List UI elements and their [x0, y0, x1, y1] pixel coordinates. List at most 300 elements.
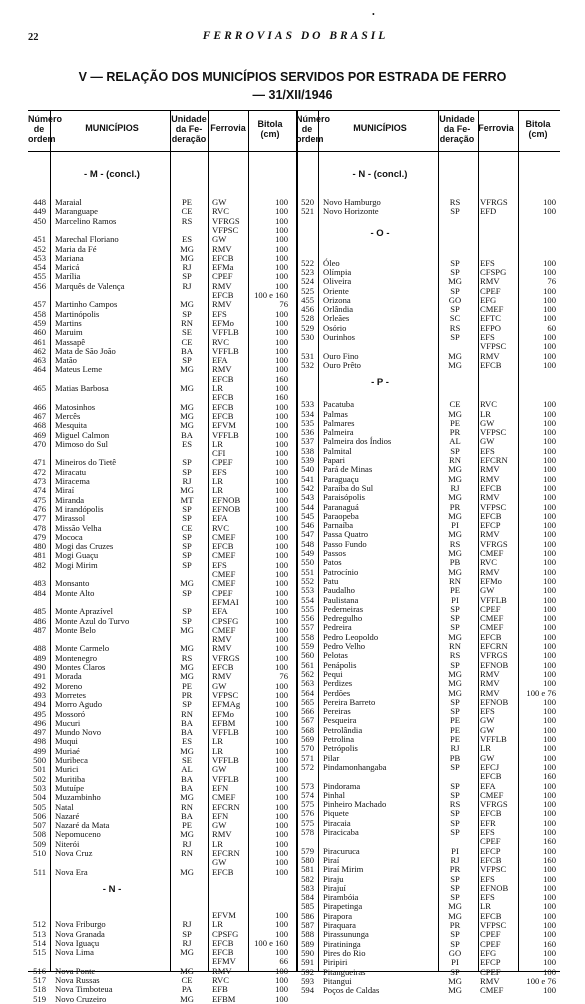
order-number: 473: [33, 476, 46, 486]
state-code: RN: [181, 708, 193, 719]
state-code: PB: [449, 752, 461, 763]
state-code: MG: [448, 548, 462, 558]
state-code: PE: [449, 715, 461, 726]
order-number: 552: [301, 575, 314, 586]
railway-code: CPSFG: [212, 615, 239, 626]
gauge: 100: [275, 494, 288, 505]
order-number: 492: [33, 680, 46, 691]
municipality-name: Pirambóia: [323, 892, 359, 903]
state-code: MG: [448, 464, 462, 475]
state-code: SP: [182, 271, 192, 282]
order-number: 563: [301, 678, 314, 689]
railway-code: LR: [212, 919, 223, 930]
municipality-name: Nova Lima: [55, 947, 94, 958]
order-number: 569: [301, 734, 314, 744]
gauge: 100: [543, 492, 556, 503]
state-code: PI: [451, 957, 459, 968]
railway-code: GW: [212, 234, 227, 245]
municipality-name: M irandópolis: [55, 503, 104, 514]
municipality-name: Monte Aprazível: [55, 606, 113, 617]
municipality-name: Parnaíba: [323, 520, 354, 531]
gauge: 100: [275, 410, 288, 421]
municipality-name: Pires do Rio: [323, 947, 366, 958]
railway-code: EFCRN: [480, 641, 508, 651]
municipality-name: Massapê: [55, 336, 86, 347]
railway-code: EFMa: [212, 262, 234, 273]
municipality-name: Mutuípe: [55, 782, 85, 793]
order-number: 536: [301, 427, 314, 438]
state-code: SP: [450, 206, 460, 217]
railway-code: VFPSC: [212, 689, 239, 700]
state-code: PI: [451, 845, 459, 856]
order-number: 483: [33, 578, 46, 589]
order-number: 474: [33, 485, 46, 496]
municipality-name: Paudalho: [323, 585, 355, 596]
municipality-name: Pesqueira: [323, 715, 357, 726]
railway-code: EFTC: [480, 313, 502, 324]
state-code: RS: [449, 197, 461, 207]
state-code: SP: [182, 699, 192, 710]
gauge: 100: [275, 606, 288, 617]
order-number: 566: [301, 706, 314, 717]
state-code: SP: [182, 531, 192, 542]
state-code: SP: [450, 873, 460, 884]
gauge: 100: [275, 383, 288, 393]
railway-code: EFCB: [212, 947, 234, 958]
railway-code: RMV: [480, 350, 500, 361]
gauge: 100: [543, 892, 556, 903]
gauge: 100: [543, 294, 556, 305]
order-number: 462: [33, 345, 46, 356]
state-code: SP: [450, 696, 460, 707]
state-code: MG: [448, 975, 462, 986]
gauge: 100: [543, 285, 556, 296]
railway-code: EFS: [212, 466, 227, 477]
order-number: 466: [33, 401, 46, 412]
railway-code: EFCJ: [480, 761, 500, 772]
municipality-name: Paraopeba: [323, 510, 359, 521]
gauge: 100: [543, 313, 556, 324]
gauge: 100: [543, 910, 556, 921]
order-number: 463: [33, 355, 46, 366]
railway-code: EFCB: [212, 252, 234, 263]
column-header-bitola: Bitola (cm): [525, 119, 551, 139]
gauge: 100: [275, 197, 288, 207]
gauge: 100: [543, 920, 556, 930]
municipality-name: Piratininga: [323, 938, 361, 949]
gauge: 100: [275, 984, 288, 995]
state-code: BA: [181, 717, 193, 728]
gauge: 100: [275, 866, 288, 877]
state-code: SP: [450, 817, 460, 828]
railway-code: EFN: [212, 810, 229, 821]
municipality-name: Pirajuí: [323, 882, 346, 893]
state-code: RN: [181, 801, 193, 812]
state-code: MG: [180, 401, 194, 412]
railway-code: VFFLB: [212, 345, 239, 356]
railway-code: RMV: [480, 276, 500, 287]
municipality-name: Morada: [55, 671, 82, 682]
railway-code: GW: [212, 857, 227, 868]
order-number: 580: [301, 854, 314, 865]
order-number: 488: [33, 643, 46, 654]
gauge: 100: [275, 652, 288, 663]
railway-code: RVC: [480, 399, 497, 410]
railway-code: GW: [212, 197, 227, 207]
railway-code: EFBM: [212, 993, 236, 1004]
state-code: PR: [449, 864, 461, 875]
gauge: 100: [275, 947, 288, 958]
state-code: RN: [449, 641, 461, 651]
gauge: 100: [543, 408, 556, 419]
railway-code: EFG: [480, 947, 497, 958]
railway-code: CMEF: [480, 622, 504, 633]
state-code: SP: [450, 938, 460, 949]
gauge: 100: [275, 615, 288, 626]
railway-code: EFVM: [212, 909, 236, 920]
state-code: RJ: [182, 919, 192, 930]
state-code: SP: [182, 615, 192, 626]
order-number: 537: [301, 436, 314, 447]
state-code: BA: [181, 727, 193, 738]
municipality-name: Penápolis: [323, 659, 357, 670]
municipality-name: Pirapetinga: [323, 901, 363, 912]
railway-code: EFNOB: [480, 659, 509, 670]
municipality-name: Pedro Velho: [323, 641, 366, 651]
railway-code: EFS: [480, 706, 495, 717]
municipality-name: Matosinhos: [55, 401, 96, 412]
header-rule: [28, 151, 560, 152]
order-number: 484: [33, 587, 46, 598]
order-number: 497: [33, 727, 46, 738]
state-code: SE: [181, 755, 193, 765]
state-code: RJ: [182, 838, 192, 849]
gauge: 100: [275, 355, 288, 366]
gauge: 100 e 160: [254, 937, 288, 948]
municipality-name: Petrolândia: [323, 724, 363, 735]
table-row: [28, 994, 296, 1004]
gauge: 100: [543, 585, 556, 596]
state-code: SP: [450, 266, 460, 277]
order-number: 551: [301, 566, 314, 577]
state-code: PB: [449, 557, 461, 568]
state-code: PE: [449, 724, 461, 735]
order-number: 510: [33, 848, 46, 858]
municipality-name: Nova Granada: [55, 928, 105, 939]
municipality-name: Miracema: [55, 476, 90, 486]
state-code: CE: [181, 336, 193, 347]
state-code: MG: [180, 792, 194, 803]
state-code: PI: [451, 594, 459, 605]
order-number: 460: [33, 327, 46, 338]
municipality-name: Piracaia: [323, 817, 351, 828]
municipality-name: Perdões: [323, 687, 351, 698]
railway-code: VFRGS: [480, 650, 508, 661]
state-code: MG: [448, 359, 462, 370]
order-number: 558: [301, 631, 314, 642]
state-code: BA: [181, 782, 193, 793]
order-number: 533: [301, 399, 314, 410]
railway-code: EFB: [212, 984, 228, 995]
state-code: SP: [182, 559, 192, 570]
gauge: 100: [275, 345, 288, 356]
railway-code: RMV: [480, 975, 500, 986]
state-code: PR: [449, 920, 461, 930]
municipality-name: Muzambinho: [55, 792, 101, 803]
section-p: - P -: [371, 377, 389, 389]
state-code: PI: [451, 520, 459, 531]
railway-code: CPEF: [480, 938, 501, 949]
column-header-number: Número de ordem: [28, 114, 63, 144]
municipality-name: Pereira Barreto: [323, 696, 376, 707]
gauge: 100: [275, 782, 288, 793]
gauge: 100: [275, 736, 288, 747]
order-number: 465: [33, 383, 46, 393]
order-number: 564: [301, 687, 314, 698]
railway-code: EFNOB: [480, 882, 509, 893]
state-code: RJ: [182, 476, 192, 486]
state-code: MG: [180, 578, 194, 589]
state-code: GO: [448, 947, 462, 958]
railway-code: RMV: [212, 634, 232, 645]
gauge: 100: [275, 364, 288, 375]
railway-code: VFFLB: [212, 429, 239, 440]
municipality-name: Muqui: [55, 736, 78, 747]
gauge: 100: [543, 789, 556, 800]
state-code: SP: [450, 445, 460, 456]
gauge: 100: [543, 464, 556, 475]
section-o: - O -: [370, 227, 390, 239]
railway-code: VFPSC: [480, 920, 507, 930]
gauge: 100: [275, 829, 288, 840]
order-number: 448: [33, 197, 46, 207]
gauge: 100: [543, 206, 556, 217]
railway-code: CMEF: [212, 578, 236, 589]
railway-code: CPEF: [480, 285, 501, 296]
railway-code: EFCB: [212, 392, 234, 403]
municipality-name: Nova Friburgo: [55, 919, 106, 930]
gauge: 100: [543, 427, 556, 438]
order-number: 529: [301, 322, 314, 333]
municipality-name: Pirapora: [323, 910, 353, 921]
railway-code: EFS: [480, 332, 495, 342]
municipality-name: Nova Era: [55, 866, 88, 877]
state-code: SP: [450, 613, 460, 624]
railway-code: CPEF: [480, 929, 501, 940]
page-number: 22: [28, 32, 39, 43]
state-code: CE: [181, 206, 193, 217]
order-number: 451: [33, 234, 46, 245]
state-code: CE: [181, 522, 193, 533]
railway-code: RMV: [212, 243, 232, 254]
order-number: 459: [33, 317, 46, 328]
order-number: 590: [301, 947, 314, 958]
gauge: 100: [275, 531, 288, 542]
railway-code: CPEF: [212, 457, 233, 468]
order-number: 521: [301, 206, 314, 217]
state-code: AL: [181, 764, 193, 775]
municipality-name: Ourinhos: [323, 332, 355, 342]
railway-code: LR: [212, 838, 223, 849]
running-title: FERROVIAS DO BRASIL: [202, 30, 389, 42]
state-code: MG: [448, 350, 462, 361]
state-code: RJ: [450, 854, 460, 865]
document-title: [0, 68, 585, 104]
railway-code: CFI: [212, 448, 226, 459]
municipality-name: Pedro Leopoldo: [323, 631, 379, 642]
railway-code: CMEF: [212, 624, 236, 635]
order-number: 504: [33, 792, 46, 803]
municipality-name: Mossoró: [55, 708, 86, 719]
municipality-name: Marechal Floriano: [55, 234, 119, 245]
order-number: 588: [301, 929, 314, 940]
section-m-continued: - M - (concl.): [84, 169, 140, 180]
order-number: 507: [33, 820, 46, 831]
railway-code: EFCB: [212, 373, 234, 384]
state-code: RN: [181, 317, 193, 328]
order-number: 557: [301, 622, 314, 633]
gauge: 100: [275, 810, 288, 821]
gauge: 100: [543, 827, 556, 837]
gauge: 100: [543, 557, 556, 568]
railway-code: EFD: [480, 206, 497, 217]
gauge: 100: [543, 724, 556, 735]
railway-code: EFCB: [212, 662, 234, 672]
railway-code: EFNOB: [480, 696, 509, 707]
table-row: [28, 867, 296, 877]
gauge: 100: [275, 708, 288, 719]
order-number: 571: [301, 752, 314, 763]
order-number: 452: [33, 243, 46, 254]
municipality-name: Marquês de Valença: [55, 280, 125, 291]
state-code: MG: [180, 866, 194, 877]
order-number: 570: [301, 743, 314, 754]
railway-code: EFMAg: [212, 699, 241, 710]
gauge: 160: [543, 771, 556, 782]
railway-code: GW: [480, 715, 495, 726]
gauge: 160: [543, 836, 556, 847]
order-number: 546: [301, 520, 314, 531]
gauge: 100: [543, 332, 556, 342]
municipality-name: Miracatu: [55, 466, 87, 477]
order-number: 587: [301, 920, 314, 930]
gauge: 100: [275, 801, 288, 812]
municipality-name: Natal: [55, 801, 74, 812]
state-code: RS: [449, 650, 461, 661]
railway-code: RMV: [480, 464, 500, 475]
railway-code: RMV: [480, 529, 500, 540]
order-number: 517: [33, 975, 46, 985]
state-code: RN: [449, 455, 461, 465]
gauge: 100: [275, 308, 288, 319]
railway-code: EFMo: [480, 575, 502, 586]
railway-code: CFSPG: [480, 266, 507, 277]
municipality-name: Ouro Prêto: [323, 359, 361, 370]
gauge: 100: [275, 541, 288, 552]
gauge: 160: [543, 854, 556, 865]
state-code: SP: [182, 541, 192, 552]
municipality-name: Mococa: [55, 531, 83, 542]
table-row: [296, 206, 564, 216]
railway-code: RVC: [212, 206, 229, 217]
gauge: 100: [275, 717, 288, 728]
order-number: 572: [301, 761, 314, 772]
municipality-name: Mirassol: [55, 513, 86, 524]
municipality-name: Monte Belo: [55, 624, 96, 635]
order-number: 573: [301, 780, 314, 791]
railway-code: EFMV: [212, 956, 236, 967]
state-code: MG: [448, 566, 462, 577]
state-code: RJ: [182, 937, 192, 948]
railway-code: EFS: [480, 827, 495, 837]
railway-code: EFN: [212, 782, 229, 793]
state-code: SP: [182, 550, 192, 561]
order-number: 565: [301, 696, 314, 707]
gauge: 100: [543, 668, 556, 679]
railway-code: EFCRN: [480, 455, 508, 465]
order-number: 464: [33, 364, 46, 375]
state-code: RN: [181, 848, 193, 858]
state-code: SP: [182, 928, 192, 939]
order-number: 461: [33, 336, 46, 347]
railway-code: EFS: [212, 308, 227, 319]
municipality-name: Piraí Mirim: [323, 864, 364, 875]
gauge: 100: [543, 808, 556, 819]
state-code: RS: [449, 322, 461, 333]
order-number: 499: [33, 745, 46, 756]
gauge: 100: [543, 538, 556, 549]
railway-code: LR: [212, 485, 223, 496]
state-code: PE: [449, 417, 461, 428]
order-number: 532: [301, 359, 314, 370]
state-code: SP: [450, 892, 460, 903]
state-code: BA: [181, 810, 193, 821]
order-number: 539: [301, 455, 314, 465]
municipality-name: Nepomuceno: [55, 829, 101, 840]
table-row: [296, 985, 564, 995]
railway-code: EFA: [212, 606, 228, 617]
gauge: 100 e 76: [526, 975, 556, 986]
gauge: 100: [543, 678, 556, 689]
railway-code: EFS: [480, 257, 495, 268]
municipality-name: Petrópolis: [323, 743, 358, 754]
order-number: 509: [33, 838, 46, 849]
railway-code: RMV: [212, 280, 232, 291]
gauge: 100: [275, 727, 288, 738]
gauge: 100: [275, 838, 288, 849]
railway-code: LR: [480, 743, 491, 754]
gauge: 100: [543, 864, 556, 875]
order-number: 567: [301, 715, 314, 726]
state-code: MG: [448, 910, 462, 921]
state-code: AL: [449, 436, 461, 447]
railway-code: VFRGS: [480, 197, 508, 207]
gauge: 76: [279, 671, 288, 682]
order-number: 576: [301, 808, 314, 819]
state-code: CE: [181, 975, 193, 985]
state-code: SP: [182, 503, 192, 514]
municipality-table: [28, 110, 560, 1004]
state-code: MG: [180, 965, 194, 976]
order-number: 519: [33, 993, 46, 1004]
railway-code: RVC: [212, 522, 229, 533]
order-number: 568: [301, 724, 314, 735]
railway-code: GW: [212, 820, 227, 831]
gauge: 100: [543, 341, 556, 352]
municipality-name: Mesquita: [55, 420, 87, 431]
gauge: 100: [543, 706, 556, 717]
municipality-name: Mineiros do Tietê: [55, 457, 117, 468]
